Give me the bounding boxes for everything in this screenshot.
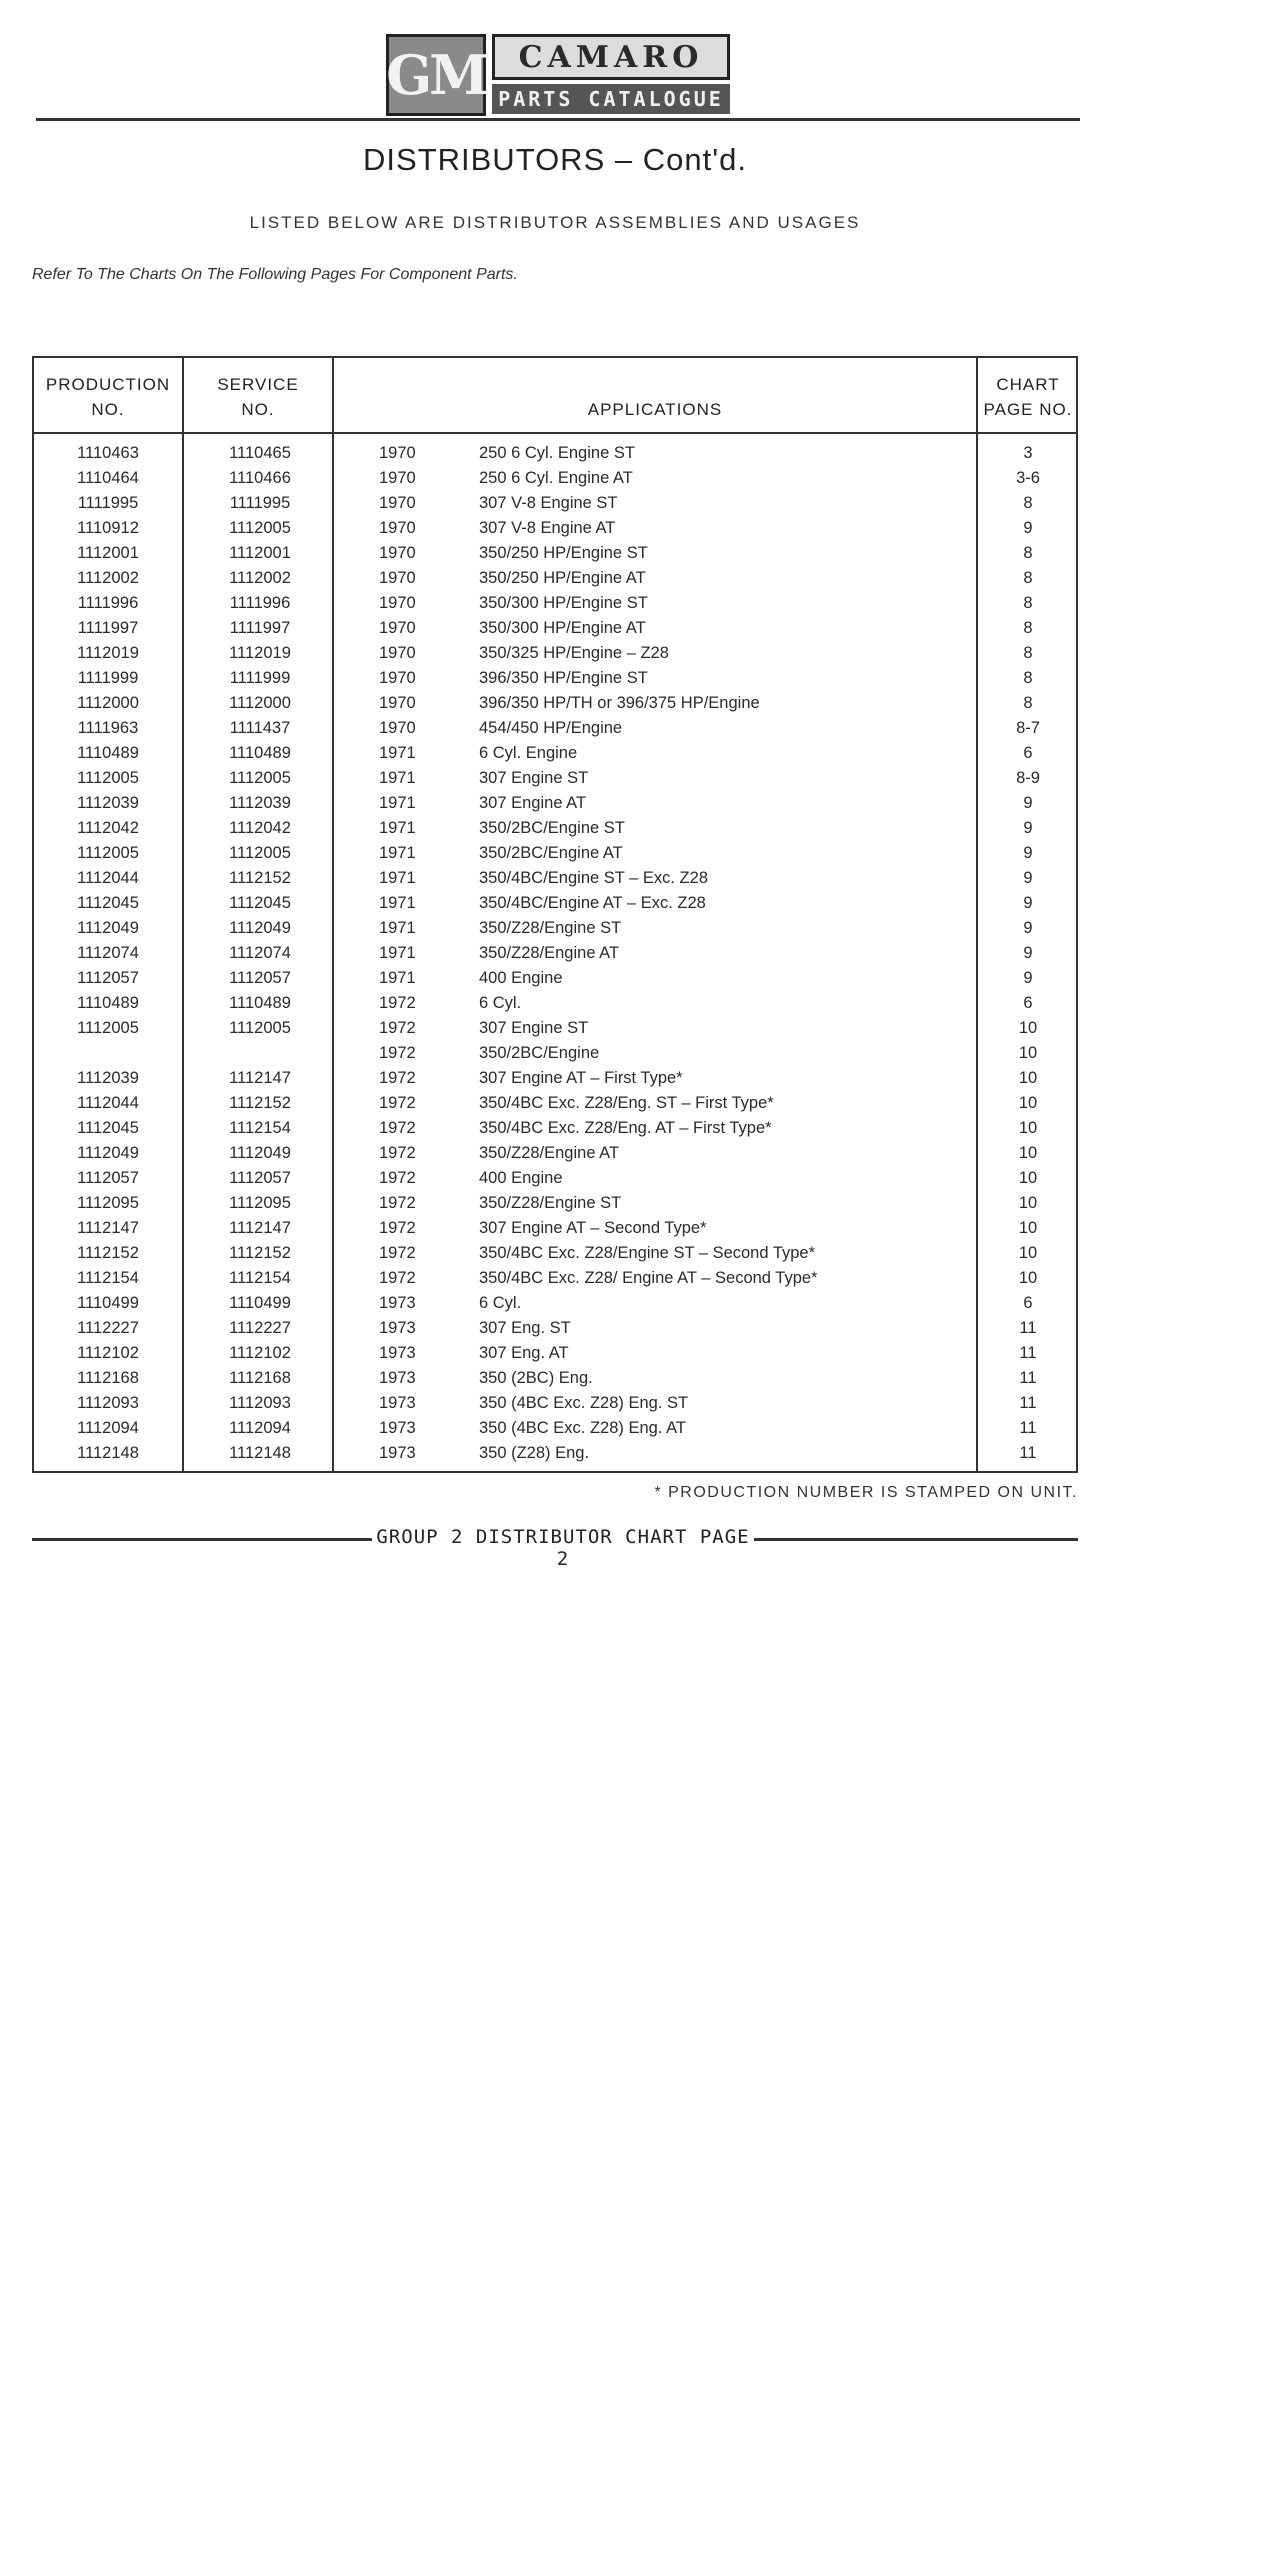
chart-page-cell: 8 [1023, 569, 1033, 587]
chart-page-cell: 6 [1023, 744, 1033, 762]
service-no-cell: 1112152 [229, 1244, 291, 1262]
production-no-cell: 1112039 [77, 1069, 139, 1087]
production-no-cell: 1112049 [77, 919, 139, 937]
production-no-cell: 1112042 [77, 819, 139, 837]
application-cell: 250 6 Cyl. Engine AT [479, 469, 633, 487]
application-cell: 350/2BC/Engine AT [479, 844, 623, 862]
year-cell: 1970 [379, 444, 416, 462]
application-cell: 350/300 HP/Engine AT [479, 619, 646, 637]
reference-note: Refer To The Charts On The Following Pages For Component Parts. [32, 266, 518, 283]
chart-page-cell: 11 [1019, 1394, 1037, 1412]
application-cell: 350/4BC Exc. Z28/Eng. ST – First Type* [479, 1094, 774, 1112]
table-row [34, 1169, 1076, 1194]
table-row [34, 619, 1076, 644]
camaro-logo-text: CAMARO [492, 34, 730, 80]
application-cell: 307 Engine AT [479, 794, 587, 812]
service-no-cell: 1112102 [229, 1344, 291, 1362]
application-cell: 350 (Z28) Eng. [479, 1444, 590, 1462]
application-cell: 307 V-8 Engine ST [479, 494, 618, 512]
production-no-cell: 1112057 [77, 1169, 139, 1187]
gm-logo: GM [386, 34, 486, 116]
table-row [34, 894, 1076, 919]
chart-page-cell: 8 [1023, 494, 1033, 512]
chart-page-cell: 11 [1019, 1344, 1037, 1362]
application-cell: 350/4BC Exc. Z28/ Engine AT – Second Type* [479, 1269, 818, 1287]
year-cell: 1971 [379, 869, 416, 887]
production-no-cell: 1111996 [77, 594, 139, 612]
table-row [34, 1394, 1076, 1419]
production-no-cell: 1112152 [77, 1244, 139, 1262]
production-no-cell: 1112102 [77, 1344, 139, 1362]
chart-page-cell: 9 [1023, 819, 1033, 837]
table-row [34, 469, 1076, 494]
application-cell: 454/450 HP/Engine [479, 719, 623, 737]
chart-page-cell: 9 [1023, 944, 1033, 962]
chart-page-cell: 6 [1023, 994, 1033, 1012]
year-cell: 1973 [379, 1369, 416, 1387]
chart-page-cell: 11 [1019, 1369, 1037, 1387]
service-no-cell: 1112045 [229, 894, 291, 912]
production-no-cell: 1112094 [77, 1419, 139, 1437]
chart-page-cell: 10 [1018, 1144, 1038, 1162]
application-cell: 350/4BC Exc. Z28/Engine ST – Second Type* [479, 1244, 816, 1262]
application-cell: 6 Cyl. [479, 994, 522, 1012]
application-cell: 307 Engine AT – First Type* [479, 1069, 683, 1087]
service-no-cell: 1112019 [229, 644, 291, 662]
chart-page-cell: 8-9 [1016, 769, 1040, 787]
production-no-cell: 1111999 [77, 669, 139, 687]
chart-page-cell: 9 [1023, 844, 1033, 862]
footer-text: GROUP 2 DISTRIBUTOR CHART PAGE 2 [376, 1526, 750, 1570]
service-no-cell: 1112094 [229, 1419, 291, 1437]
application-cell: 350/Z28/Engine AT [479, 1144, 620, 1162]
table-row [34, 1119, 1076, 1144]
production-no-cell: 1110489 [77, 994, 139, 1012]
table-row [34, 1419, 1076, 1444]
application-cell: 350/4BC/Engine AT – Exc. Z28 [479, 894, 706, 912]
service-no-cell: 1112042 [229, 819, 291, 837]
footer-rule-left [32, 1538, 372, 1541]
service-no-cell: 1112000 [229, 694, 291, 712]
service-no-cell: 1112001 [229, 544, 291, 562]
year-cell: 1972 [379, 1219, 416, 1237]
year-cell: 1973 [379, 1344, 416, 1362]
production-no-cell: 1110912 [77, 519, 139, 537]
application-cell: 396/350 HP/Engine ST [479, 669, 648, 687]
year-cell: 1970 [379, 644, 416, 662]
chart-page-cell: 8 [1023, 644, 1033, 662]
year-cell: 1970 [379, 469, 416, 487]
table-row [34, 1319, 1076, 1344]
application-cell: 350/2BC/Engine [479, 1044, 600, 1062]
chart-page-cell: 10 [1018, 1244, 1038, 1262]
service-no-cell: 1112147 [229, 1219, 291, 1237]
service-no-cell: 1112154 [229, 1119, 291, 1137]
table-row [34, 1294, 1076, 1319]
year-cell: 1972 [379, 994, 416, 1012]
year-cell: 1970 [379, 569, 416, 587]
production-no-cell: 1112074 [77, 944, 139, 962]
year-cell: 1973 [379, 1319, 416, 1337]
service-no-cell: 1110466 [229, 469, 291, 487]
production-no-cell: 1110499 [77, 1294, 139, 1312]
footnote: * PRODUCTION NUMBER IS STAMPED ON UNIT. [654, 1484, 1078, 1501]
service-no-cell: 1112147 [229, 1069, 291, 1087]
chart-page-cell: 10 [1018, 1019, 1038, 1037]
service-no-cell: 1112057 [229, 1169, 291, 1187]
chart-page-cell: 9 [1023, 519, 1033, 537]
production-no-cell: 1111995 [77, 494, 139, 512]
chart-page-cell: 8 [1023, 669, 1033, 687]
chart-page-cell: 9 [1023, 919, 1033, 937]
service-no-cell: 1112049 [229, 1144, 291, 1162]
production-no-cell: 1112005 [77, 844, 139, 862]
production-no-cell: 1112044 [77, 1094, 139, 1112]
year-cell: 1971 [379, 919, 416, 937]
year-cell: 1971 [379, 744, 416, 762]
chart-page-cell: 3 [1023, 444, 1033, 462]
application-cell: 350 (2BC) Eng. [479, 1369, 593, 1387]
application-cell: 6 Cyl. Engine [479, 744, 578, 762]
table-row [34, 719, 1076, 744]
production-no-cell: 1112001 [77, 544, 139, 562]
production-no-cell: 1111963 [77, 719, 139, 737]
header-applications: APPLICATIONS [587, 400, 723, 419]
service-no-cell: 1112005 [229, 1019, 291, 1037]
year-cell: 1970 [379, 544, 416, 562]
table-row [34, 969, 1076, 994]
year-cell: 1971 [379, 944, 416, 962]
year-cell: 1970 [379, 594, 416, 612]
table-row [34, 569, 1076, 594]
service-no-cell: 1112148 [229, 1444, 291, 1462]
table-row [34, 594, 1076, 619]
header-service-no [184, 372, 332, 422]
chart-page-cell: 9 [1023, 794, 1033, 812]
year-cell: 1973 [379, 1394, 416, 1412]
table-row [34, 1344, 1076, 1369]
chart-page-cell: 10 [1018, 1069, 1038, 1087]
chart-page-cell: 9 [1023, 894, 1033, 912]
application-cell: 350/300 HP/Engine ST [479, 594, 648, 612]
year-cell: 1973 [379, 1444, 416, 1462]
service-no-cell: 1112152 [229, 1094, 291, 1112]
production-no-cell: 1112147 [77, 1219, 139, 1237]
production-no-cell: 1112227 [77, 1319, 139, 1337]
chart-page-cell: 10 [1018, 1169, 1038, 1187]
table-row [34, 669, 1076, 694]
table-body [34, 444, 1076, 1469]
production-no-cell: 1112019 [77, 644, 139, 662]
year-cell: 1970 [379, 519, 416, 537]
year-cell: 1970 [379, 669, 416, 687]
chart-page-cell: 8 [1023, 594, 1033, 612]
application-cell: 307 Engine ST [479, 1019, 589, 1037]
page-title: DISTRIBUTORS – Cont'd. [363, 142, 747, 177]
service-no-cell: 1110499 [229, 1294, 291, 1312]
application-cell: 400 Engine [479, 1169, 563, 1187]
table-row [34, 744, 1076, 769]
production-no-cell: 1112005 [77, 1019, 139, 1037]
service-no-cell: 1110489 [229, 994, 291, 1012]
production-no-cell: 1112095 [77, 1194, 139, 1212]
table-row [34, 1369, 1076, 1394]
year-cell: 1972 [379, 1069, 416, 1087]
page-subtitle: LISTED BELOW ARE DISTRIBUTOR ASSEMBLIES AND USAGES [249, 213, 861, 232]
production-no-cell: 1112000 [77, 694, 139, 712]
table-row [34, 944, 1076, 969]
service-no-cell: 1112005 [229, 769, 291, 787]
production-no-cell: 1110463 [77, 444, 139, 462]
header-production-line2: NO. [91, 400, 125, 419]
table-row [34, 1069, 1076, 1094]
service-no-cell: 1111999 [229, 669, 291, 687]
chart-page-cell: 11 [1019, 1319, 1037, 1337]
service-no-cell: 1111437 [229, 719, 291, 737]
year-cell: 1970 [379, 719, 416, 737]
table-row [34, 1269, 1076, 1294]
table-row [34, 1144, 1076, 1169]
chart-page-cell: 10 [1018, 1269, 1038, 1287]
table-row [34, 919, 1076, 944]
service-no-cell: 1112152 [229, 869, 291, 887]
application-cell: 350/Z28/Engine ST [479, 1194, 622, 1212]
chart-page-cell: 10 [1018, 1094, 1038, 1112]
application-cell: 6 Cyl. [479, 1294, 522, 1312]
distributor-table [32, 356, 1078, 1473]
production-no-cell: 1112154 [77, 1269, 139, 1287]
service-no-cell: 1110465 [229, 444, 291, 462]
camaro-parts-catalogue-logo [386, 34, 730, 120]
service-no-cell: 1112005 [229, 519, 291, 537]
table-row [34, 769, 1076, 794]
table-row [34, 1019, 1076, 1044]
chart-page-cell: 8 [1023, 619, 1033, 637]
application-cell: 350/4BC Exc. Z28/Eng. AT – First Type* [479, 1119, 772, 1137]
production-no-cell: 1112148 [77, 1444, 139, 1462]
production-no-cell: 1112005 [77, 769, 139, 787]
chart-page-cell: 10 [1018, 1044, 1038, 1062]
application-cell: 396/350 HP/TH or 396/375 HP/Engine [479, 694, 760, 712]
year-cell: 1972 [379, 1044, 416, 1062]
service-no-cell: 1112227 [229, 1319, 291, 1337]
year-cell: 1973 [379, 1294, 416, 1312]
service-no-cell: 1111995 [229, 494, 291, 512]
header-chart-page-no [978, 372, 1078, 422]
year-cell: 1972 [379, 1194, 416, 1212]
application-cell: 350 (4BC Exc. Z28) Eng. ST [479, 1394, 689, 1412]
application-cell: 400 Engine [479, 969, 563, 987]
table-row [34, 869, 1076, 894]
year-cell: 1971 [379, 844, 416, 862]
year-cell: 1971 [379, 819, 416, 837]
year-cell: 1971 [379, 794, 416, 812]
application-cell: 307 Eng. ST [479, 1319, 571, 1337]
chart-page-cell: 11 [1019, 1444, 1037, 1462]
year-cell: 1970 [379, 619, 416, 637]
chart-page-cell: 8 [1023, 694, 1033, 712]
service-no-cell: 1112074 [229, 944, 291, 962]
production-no-cell: 1112044 [77, 869, 139, 887]
production-no-cell: 1111997 [77, 619, 139, 637]
table-row [34, 844, 1076, 869]
header-service-line1: SERVICE [217, 375, 299, 394]
production-no-cell: 1112049 [77, 1144, 139, 1162]
table-row [34, 1219, 1076, 1244]
production-no-cell: 1110464 [77, 469, 139, 487]
year-cell: 1970 [379, 494, 416, 512]
year-cell: 1971 [379, 769, 416, 787]
chart-page-cell: 10 [1018, 1194, 1038, 1212]
table-row [34, 644, 1076, 669]
page-footer [32, 1526, 1078, 1570]
year-cell: 1971 [379, 894, 416, 912]
table-row [34, 794, 1076, 819]
production-no-cell: 1112045 [77, 1119, 139, 1137]
table-row [34, 1244, 1076, 1269]
chart-page-cell: 8 [1023, 544, 1033, 562]
header-chart-line2: PAGE NO. [983, 400, 1073, 419]
application-cell: 307 V-8 Engine AT [479, 519, 616, 537]
application-cell: 350/250 HP/Engine AT [479, 569, 646, 587]
service-no-cell: 1112005 [229, 844, 291, 862]
chart-page-cell: 9 [1023, 969, 1033, 987]
production-no-cell: 1112168 [77, 1369, 139, 1387]
table-row [34, 994, 1076, 1019]
application-cell: 307 Engine AT – Second Type* [479, 1219, 707, 1237]
year-cell: 1972 [379, 1269, 416, 1287]
service-no-cell: 1111996 [229, 594, 291, 612]
chart-page-cell: 3-6 [1016, 469, 1040, 487]
table-row [34, 444, 1076, 469]
service-no-cell: 1111997 [229, 619, 291, 637]
header-divider [36, 118, 1080, 121]
table-row [34, 1194, 1076, 1219]
year-cell: 1973 [379, 1419, 416, 1437]
application-cell: 350/250 HP/Engine ST [479, 544, 648, 562]
production-no-cell: 1112002 [77, 569, 139, 587]
chart-page-cell: 11 [1019, 1419, 1037, 1437]
year-cell: 1970 [379, 694, 416, 712]
chart-page-cell: 8-7 [1016, 719, 1040, 737]
table-row [34, 519, 1076, 544]
header-row-divider [34, 432, 1076, 434]
header-chart-line1: CHART [996, 375, 1060, 394]
chart-page-cell: 9 [1023, 869, 1033, 887]
application-cell: 350/325 HP/Engine – Z28 [479, 644, 669, 662]
service-no-cell: 1112095 [229, 1194, 291, 1212]
application-cell: 350/Z28/Engine AT [479, 944, 620, 962]
application-cell: 350 (4BC Exc. Z28) Eng. AT [479, 1419, 686, 1437]
production-no-cell: 1110489 [77, 744, 139, 762]
application-cell: 307 Engine ST [479, 769, 589, 787]
year-cell: 1972 [379, 1144, 416, 1162]
production-no-cell: 1112045 [77, 894, 139, 912]
table-row [34, 1444, 1076, 1469]
application-cell: 350/2BC/Engine ST [479, 819, 625, 837]
application-cell: 350/4BC/Engine ST – Exc. Z28 [479, 869, 708, 887]
table-row [34, 1094, 1076, 1119]
year-cell: 1971 [379, 969, 416, 987]
year-cell: 1972 [379, 1019, 416, 1037]
service-no-cell: 1112039 [229, 794, 291, 812]
service-no-cell: 1112093 [229, 1394, 291, 1412]
chart-page-cell: 10 [1018, 1119, 1038, 1137]
service-no-cell: 1112049 [229, 919, 291, 937]
service-no-cell: 1112168 [229, 1369, 291, 1387]
chart-page-cell: 6 [1023, 1294, 1033, 1312]
year-cell: 1972 [379, 1244, 416, 1262]
service-no-cell: 1110489 [229, 744, 291, 762]
year-cell: 1972 [379, 1169, 416, 1187]
table-row [34, 544, 1076, 569]
service-no-cell: 1112002 [229, 569, 291, 587]
production-no-cell: 1112093 [77, 1394, 139, 1412]
production-no-cell: 1112057 [77, 969, 139, 987]
application-cell: 250 6 Cyl. Engine ST [479, 444, 635, 462]
application-cell: 350/Z28/Engine ST [479, 919, 622, 937]
year-cell: 1972 [379, 1094, 416, 1112]
header-service-line2: NO. [241, 400, 275, 419]
header-production-line1: PRODUCTION [45, 375, 171, 394]
service-no-cell: 1112057 [229, 969, 291, 987]
chart-page-cell: 10 [1018, 1219, 1038, 1237]
application-cell: 307 Eng. AT [479, 1344, 569, 1362]
table-row [34, 694, 1076, 719]
footer-rule-right [754, 1538, 1078, 1541]
header-production-no [34, 372, 182, 422]
table-row [34, 1044, 1076, 1069]
table-row [34, 494, 1076, 519]
parts-catalogue-logo-text: PARTS CATALOGUE [492, 84, 730, 114]
table-row [34, 819, 1076, 844]
year-cell: 1972 [379, 1119, 416, 1137]
production-no-cell: 1112039 [77, 794, 139, 812]
service-no-cell: 1112154 [229, 1269, 291, 1287]
